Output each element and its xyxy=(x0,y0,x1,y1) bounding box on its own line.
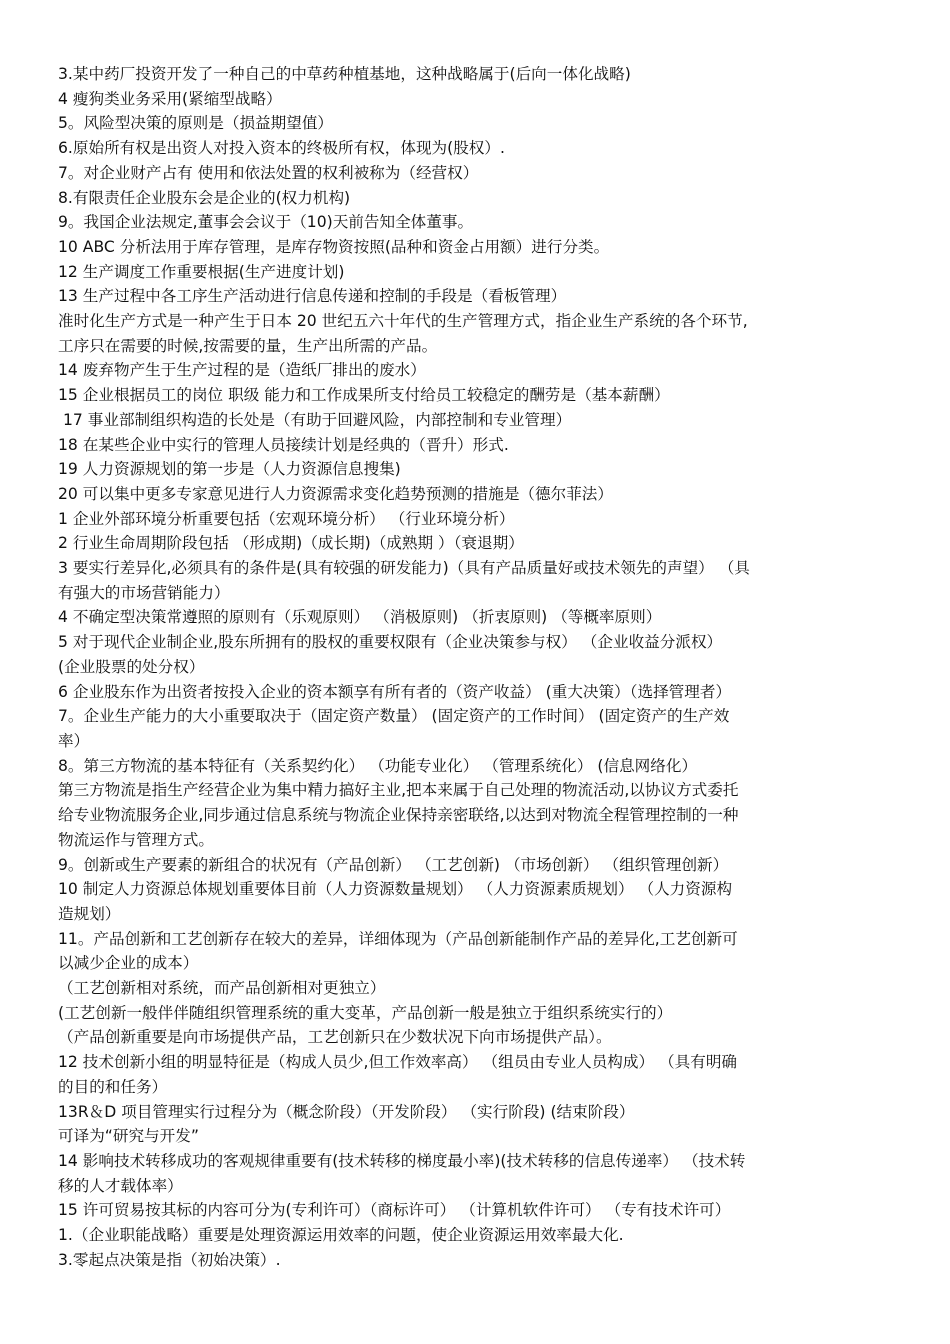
text-line: 4 瘦狗类业务采用(紧缩型战略） xyxy=(58,89,282,108)
text-line: 4 不确定型决策常遵照的原则有（乐观原则） （消极原则) （折衷原则) （等概率原则） xyxy=(58,608,662,627)
text-line: （工艺创新相对系统，而产品创新相对更独立） xyxy=(58,979,386,998)
text-line: 8。第三方物流的基本特征有（关系契约化） （功能专业化） （管理系统化） (信息网络化） xyxy=(58,756,698,775)
text-line: 率） xyxy=(58,731,90,750)
text-line: 13R＆D 项目管理实行过程分为（概念阶段）（开发阶段） （实行阶段) (结束阶段） xyxy=(58,1102,635,1121)
text-line: 14 影响技术转移成功的客观规律重要有(技术转移的梯度最小率)(技术转移的信息传递率） （技术转 xyxy=(58,1151,746,1170)
text-line: 20 可以集中更多专家意见进行人力资源需求变化趋势预测的措施是（德尔菲法） xyxy=(58,484,613,503)
text-line: 17 事业部制组织构造的长处是（有助于回避风险，内部控制和专业管理） xyxy=(58,410,572,429)
text-line: 11。产品创新和工艺创新存在较大的差异，详细体现为（产品创新能制作产品的差异化,工艺创新可 xyxy=(58,929,738,948)
text-line: 1 企业外部环境分析重要包括（宏观环境分析） （行业环境分析） xyxy=(58,509,515,528)
text-line: 1.（企业职能战略）重要是处理资源运用效率的问题，使企业资源运用效率最大化. xyxy=(58,1226,624,1245)
text-line: 造规划） xyxy=(58,904,121,923)
text-line: 10 ABC 分析法用于库存管理，是库存物资按照(品种和资金占用额）进行分类。 xyxy=(58,237,610,256)
text-line: （产品创新重要是向市场提供产品，工艺创新只在少数状况下向市场提供产品）。 xyxy=(58,1028,612,1047)
text-line: 工序只在需要的时候,按需要的量，生产出所需的产品。 xyxy=(58,336,438,355)
text-line: 3 要实行差异化,必须具有的条件是(具有较强的研发能力)（具有产品质量好或技术领先的声望） （具 xyxy=(58,559,750,578)
text-line: 13 生产过程中各工序生产活动进行信息传递和控制的手段是（看板管理） xyxy=(58,287,567,306)
text-line: 6 企业股东作为出资者按投入企业的资本额享有所有者的（资产收益） (重大决策）（选择管理者） xyxy=(58,682,732,701)
text-line: 15 许可贸易按其标的内容可分为(专利许可）（商标许可） （计算机软件许可） （专有技术许可） xyxy=(58,1201,731,1220)
text-line: 7。对企业财产占有 使用和依法处置的权利被称为（经营权） xyxy=(58,163,479,182)
text-line: 有强大的市场营销能力） xyxy=(58,583,230,602)
text-line: 物流运作与管理方式。 xyxy=(58,830,214,849)
text-line: 9。我国企业法规定,董事会会议于（10)天前告知全体董事。 xyxy=(58,213,474,232)
text-line: 可译为“研究与开发” xyxy=(58,1127,199,1146)
text-line: 7。企业生产能力的大小重要取决于（固定资产数量） (固定资产的工作时间） (固定资产的生产效 xyxy=(58,707,730,726)
text-line: (工艺创新一般伴伴随组织管理系统的重大变革，产品创新一般是独立于组织系统实行的） xyxy=(58,1003,673,1022)
text-line: 以减少企业的成本） xyxy=(58,954,199,973)
text-line: 10 制定人力资源总体规划重要体目前（人力资源数量规划） （人力资源素质规划） （人力资源构 xyxy=(58,880,733,899)
text-line: 5 对于现代企业制企业,股东所拥有的股权的重要权限有（企业决策参与权） （企业收益分派权） xyxy=(58,633,723,652)
text-line: 6.原始所有权是出资人对投入资本的终极所有权，体现为(股权）. xyxy=(58,139,505,158)
text-line: 的目的和任务） xyxy=(58,1077,168,1096)
text-line: 12 技术创新小组的明显特征是（构成人员少,但工作效率高） （组员由专业人员构成） （具有明确 xyxy=(58,1053,738,1072)
text-line: 19 人力资源规划的第一步是（人力资源信息搜集) xyxy=(58,460,401,479)
text-line: 18 在某些企业中实行的管理人员接续计划是经典的（晋升）形式. xyxy=(58,435,509,454)
text-line: 准时化生产方式是一种产生于日本 20 世纪五六十年代的生产管理方式，指企业生产系统的各个环节, xyxy=(58,312,748,331)
text-line: 9。创新或生产要素的新组合的状况有（产品创新） （工艺创新) （市场创新） （组织管理创新） xyxy=(58,855,729,874)
document-body xyxy=(58,62,910,1272)
text-line: 12 生产调度工作重要根据(生产进度计划) xyxy=(58,262,345,281)
text-line: 3.某中药厂投资开发了一种自己的中草药种植基地，这种战略属于(后向一体化战略) xyxy=(58,65,631,83)
text-line: 给专业物流服务企业,同步通过信息系统与物流企业保持亲密联络,以达到对物流全程管理控制的一种 xyxy=(58,806,739,825)
text-line: 第三方物流是指生产经营企业为集中精力搞好主业,把本来属于自己处理的物流活动,以协议方式委托 xyxy=(58,781,739,800)
text-line: 8.有限责任企业股东会是企业的(权力机构) xyxy=(58,188,351,207)
text-line: 5。风险型决策的原则是（损益期望值） xyxy=(58,114,334,133)
text-line: (企业股票的处分权） xyxy=(58,657,205,676)
text-line: 14 废弃物产生于生产过程的是（造纸厂排出的废水） xyxy=(58,361,426,380)
text-line: 3.零起点决策是指（初始决策）. xyxy=(58,1250,281,1269)
text-line: 15 企业根据员工的岗位 职级 能力和工作成果所支付给员工较稳定的酬劳是（基本薪酬） xyxy=(58,386,670,405)
text-line: 2 行业生命周期阶段包括 （形成期)（成长期)（成熟期 ）（衰退期） xyxy=(58,534,524,553)
text-line: 移的人才载体率） xyxy=(58,1176,183,1195)
